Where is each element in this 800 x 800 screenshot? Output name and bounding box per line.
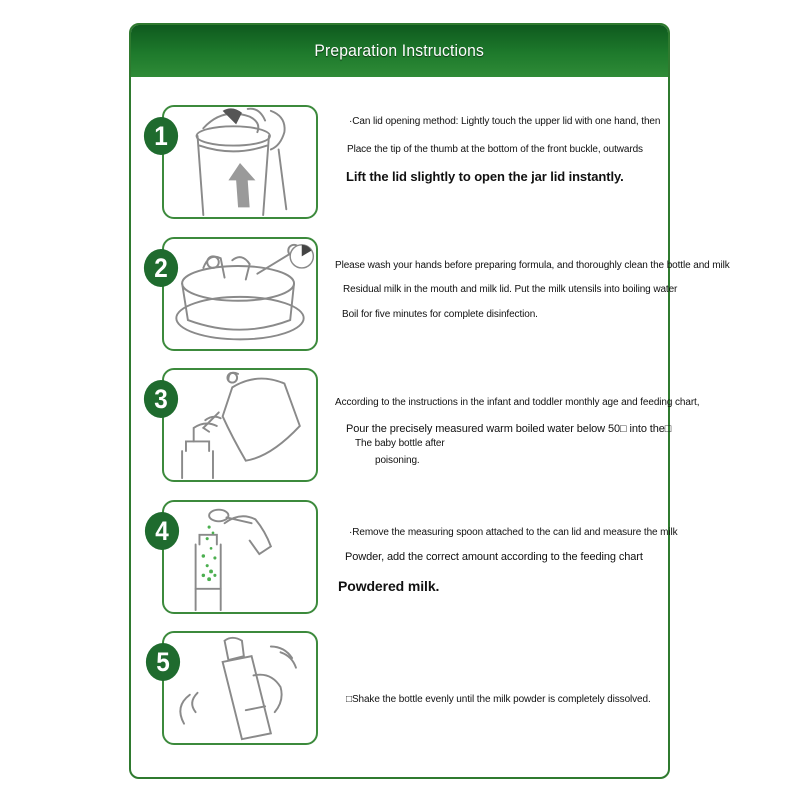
step-1-text-line-3: Lift the lid slightly to open the jar lid instantly. — [346, 169, 624, 184]
step-2-text-line-2: Residual milk in the mouth and milk lid. Put the milk utensils into boiling water — [343, 284, 678, 295]
step-3-text-line-3: The baby bottle after — [355, 438, 445, 449]
step-1-text-line-2: Place the tip of the thumb at the bottom of the front buckle, outwards — [347, 144, 643, 155]
step-2-text-line-3: Boil for five minutes for complete disinfection. — [342, 309, 538, 320]
boiling-pot-icon — [164, 239, 316, 349]
step-2-text-line-1: Please wash your hands before preparing formula, and thoroughly clean the bottle and milk — [335, 260, 730, 271]
can-lid-open-icon — [164, 107, 316, 217]
step-4-text-line-2: Powder, add the correct amount according to the feeding chart — [345, 551, 643, 563]
step-2-illustration — [162, 237, 318, 351]
step-3-text-line-4: poisoning. — [375, 455, 420, 466]
step-4-number: 4 — [145, 512, 179, 550]
step-5-text-line-1: □Shake the bottle evenly until the milk powder is completely dissolved. — [346, 694, 651, 705]
step-5-number: 5 — [146, 643, 180, 681]
step-1-text-line-1: ·Can lid opening method: Lightly touch the upper lid with one hand, then — [349, 116, 661, 127]
step-2-number: 2 — [144, 249, 178, 287]
measure-powder-icon — [164, 502, 316, 612]
step-5-illustration — [162, 631, 318, 745]
step-3-text-line-1: According to the instructions in the infant and toddler monthly age and feeding chart, — [335, 397, 700, 408]
header-bar — [131, 25, 668, 77]
shake-bottle-icon — [164, 633, 316, 743]
step-1-illustration — [162, 105, 318, 219]
step-3-text-line-2: Pour the precisely measured warm boiled water below 50□ into the□ — [346, 423, 672, 435]
step-4-text-line-3: Powdered milk. — [338, 578, 440, 594]
page-title: Preparation Instructions — [314, 41, 485, 60]
step-1-number: 1 — [144, 117, 178, 155]
pour-water-kettle-icon — [164, 370, 316, 480]
step-4-illustration — [162, 500, 318, 614]
step-3-number: 3 — [144, 380, 178, 418]
step-4-text-line-1: ·Remove the measuring spoon attached to the can lid and measure the milk — [349, 527, 678, 538]
step-3-illustration — [162, 368, 318, 482]
